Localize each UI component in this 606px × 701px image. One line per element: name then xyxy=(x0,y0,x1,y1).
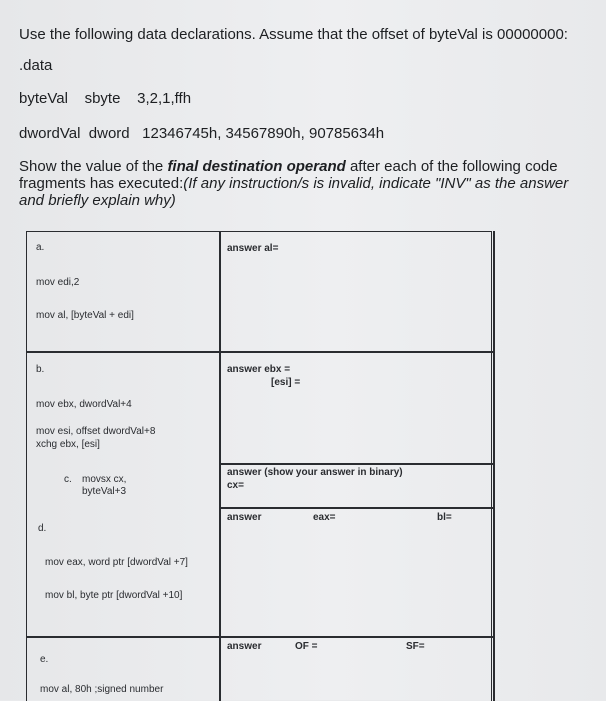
answer-table xyxy=(26,231,492,701)
instructions-part1: Show the value of the xyxy=(19,158,168,175)
byte-decl-values: 3,2,1,ffh xyxy=(137,90,192,107)
part-d-answer-bl: bl= xyxy=(437,512,452,523)
part-e-answer-of: OF = xyxy=(295,641,318,652)
part-d-label: d. xyxy=(38,523,47,534)
instructions-paragraph xyxy=(19,158,589,209)
data-directive: .data xyxy=(19,57,53,74)
table-row-divider-bc xyxy=(219,463,494,465)
part-a-code-2: mov al, [byteVal + edi] xyxy=(36,310,134,321)
instructions-emphasis: final destination operand xyxy=(167,158,346,175)
byte-decl-type: sbyte xyxy=(84,90,121,107)
part-d-code-1: mov eax, word ptr [dwordVal +7] xyxy=(45,557,188,568)
table-divider-vertical xyxy=(219,231,221,701)
byte-decl-name: byteVal xyxy=(19,90,68,107)
question-line: Use the following data declarations. Assume that the offset of byteVal is 00000000: xyxy=(19,26,568,43)
dword-declaration xyxy=(19,125,384,142)
instructions-part2: after each of the following code fragments has executed: xyxy=(19,158,558,192)
part-c-answer-cx: cx= xyxy=(227,480,244,491)
dword-decl-values: 12346745h, 34567890h, 90785634h xyxy=(142,125,385,142)
dword-decl-name: dwordVal xyxy=(19,125,81,142)
part-e-label: e. xyxy=(40,654,49,665)
part-d-answer: answer xyxy=(227,512,262,523)
part-b-label: b. xyxy=(36,364,45,375)
instructions-note: (If any instruction/s is invalid, indicate "INV" as the answer and briefly explain why) xyxy=(19,175,569,209)
part-b-answer-esi: [esi] = xyxy=(271,377,301,388)
part-b-code-2: mov esi, offset dwordVal+8 xyxy=(36,426,156,437)
part-a-answer: answer al= xyxy=(227,243,279,254)
table-edge-right xyxy=(493,231,495,701)
part-a-code-1: mov edi,2 xyxy=(36,277,80,288)
part-c-answer: answer (show your answer in binary) xyxy=(227,467,403,478)
part-d-code-2: mov bl, byte ptr [dwordVal +10] xyxy=(45,590,183,601)
part-c-label: c. xyxy=(64,474,72,485)
part-b-answer-ebx: answer ebx = xyxy=(227,364,291,375)
part-c-code-1: movsx cx, xyxy=(82,474,127,485)
part-e-answer-sf: SF= xyxy=(406,641,425,652)
table-row-divider-ab xyxy=(26,351,494,353)
part-b-code-3: xchg ebx, [esi] xyxy=(36,439,100,450)
table-row-divider-cd xyxy=(219,507,494,509)
part-e-answer: answer xyxy=(227,641,262,652)
part-a-label: a. xyxy=(36,242,45,253)
part-b-code-1: mov ebx, dwordVal+4 xyxy=(36,399,132,410)
dword-decl-type: dword xyxy=(88,125,130,142)
part-d-answer-eax: eax= xyxy=(313,512,336,523)
part-c-code-2: byteVal+3 xyxy=(82,486,127,497)
byte-declaration xyxy=(19,90,191,107)
table-row-divider-de xyxy=(26,636,494,638)
part-e-code-1: mov al, 80h ;signed number xyxy=(40,684,164,695)
